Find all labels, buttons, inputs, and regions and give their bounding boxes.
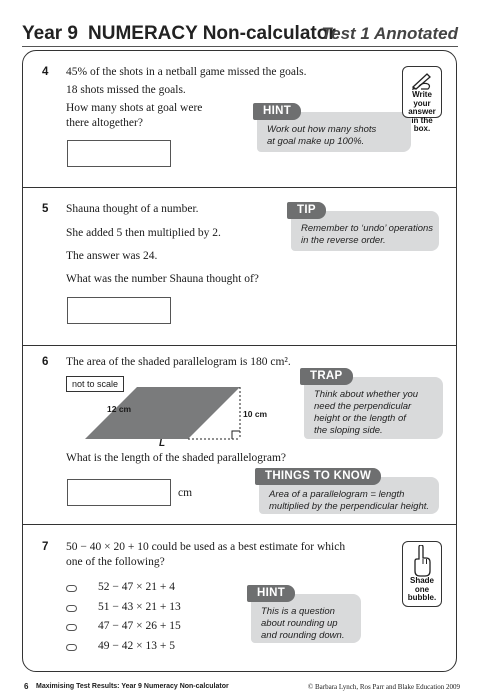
q6-answer-box[interactable]	[67, 479, 171, 506]
question-6-number: 6	[42, 356, 49, 368]
q7-line-2: one of the following?	[66, 556, 165, 568]
divider-q6-q7	[23, 524, 456, 525]
pencil-hand-icon	[409, 71, 435, 91]
q6-trap-callout	[304, 370, 443, 439]
test-title: NUMERACY Non-calculator	[88, 23, 336, 44]
q6-trap-line-1: Think about whether you	[314, 389, 419, 400]
option-a-bubble[interactable]	[66, 585, 77, 592]
q6-know-tag: THINGS TO KNOW	[255, 468, 381, 485]
q6-things-to-know-callout	[259, 470, 439, 514]
q5-line-2: She added 5 then multiplied by 2.	[66, 227, 221, 239]
option-d-label: 49 − 42 × 13 + 5	[98, 640, 175, 652]
option-b-bubble[interactable]	[66, 605, 77, 612]
q4-line-1: 45% of the shots in a netball game missed the goals.	[66, 66, 307, 78]
test-label: Test 1 Annotated	[321, 24, 458, 43]
q5-tip-line-2: in the reverse order.	[301, 235, 386, 246]
q5-line-1: Shauna thought of a number.	[66, 203, 199, 215]
pointing-hand-icon	[411, 545, 433, 577]
header-rule	[22, 46, 458, 47]
year-label: Year 9	[22, 23, 78, 44]
write-badge-line-1: Write your	[412, 90, 432, 108]
q5-line-4: What was the number Shauna thought of?	[66, 273, 259, 285]
q6-question: What is the length of the shaded parallelogram?	[66, 452, 287, 464]
option-a-label: 52 − 47 × 21 + 4	[98, 581, 175, 593]
option-c-bubble[interactable]	[66, 624, 77, 631]
q6-trap-line-2: need the perpendicular	[314, 401, 412, 412]
q6-know-line-1: Area of a parallelogram = length	[269, 489, 405, 500]
q5-line-3: The answer was 24.	[66, 250, 158, 262]
option-b-label: 51 − 43 × 21 + 13	[98, 601, 181, 613]
q6-trap-line-4: the sloping side.	[314, 425, 383, 436]
copyright-notice: © Barbara Lynch, Ros Parr and Blake Education 2009	[307, 683, 460, 691]
q7-line-1: 50 − 40 × 20 + 10 could be used as a best estimate for which	[66, 541, 346, 553]
q6-trap-line-3: height or the length of	[314, 413, 406, 424]
q4-line-2: 18 shots missed the goals.	[66, 84, 186, 96]
divider-q5-q6	[23, 345, 456, 346]
q6-know-line-2: multiplied by the perpendicular height.	[269, 501, 430, 512]
q4-hint-line-1: Work out how many shots	[267, 124, 377, 135]
q7-hint-callout	[251, 587, 361, 643]
write-badge-line-3: in the box.	[411, 115, 433, 133]
q7-hint-tag: HINT	[247, 585, 295, 602]
q5-tip-callout	[291, 204, 439, 251]
q7-hint-line-3: and rounding down.	[261, 630, 345, 641]
parallelogram-diagram	[80, 384, 255, 446]
base-length-label: L	[159, 438, 166, 449]
question-4-number: 4	[42, 66, 49, 78]
question-5-number: 5	[42, 203, 49, 215]
book-title: Maximising Test Results: Year 9 Numeracy Non-calculator	[36, 683, 229, 690]
height-label: 10 cm	[243, 409, 268, 419]
divider-q4-q5	[23, 187, 456, 188]
not-to-scale-label: not to scale	[66, 376, 124, 392]
write-badge-line-2: answer	[408, 107, 436, 116]
side-length-label: 12 cm	[107, 404, 132, 414]
write-answer-badge	[402, 66, 442, 133]
shade-badge-line-3: bubble.	[407, 593, 437, 602]
q6-unit: cm	[178, 487, 193, 499]
q4-hint-tag: HINT	[253, 103, 301, 120]
q7-hint-line-1: This is a question	[261, 606, 335, 617]
option-d-bubble[interactable]	[66, 644, 77, 651]
q4-hint-line-2: at goal make up 100%.	[267, 136, 365, 147]
question-7-number: 7	[42, 541, 49, 553]
q6-trap-tag: TRAP	[300, 368, 353, 385]
q4-answer-box[interactable]	[67, 140, 171, 167]
q4-line-4: there altogether?	[66, 117, 143, 129]
q4-line-3: How many shots at goal were	[66, 102, 203, 114]
q5-answer-box[interactable]	[67, 297, 171, 324]
q4-hint-callout	[257, 105, 411, 152]
right-angle-mark	[232, 431, 240, 439]
shade-badge-line-2: one	[414, 584, 430, 594]
shade-bubble-badge	[402, 541, 442, 607]
q6-line-1: The area of the shaded parallelogram is 180 cm².	[66, 356, 291, 368]
option-c-label: 47 − 47 × 26 + 15	[98, 620, 181, 632]
page-number: 6	[24, 682, 29, 691]
q5-tip-tag: TIP	[287, 202, 326, 219]
q5-tip-line-1: Remember to ‘undo’ operations	[301, 223, 434, 234]
shade-badge-line-1: Shade	[409, 576, 434, 585]
q7-hint-line-2: about rounding up	[261, 618, 338, 629]
